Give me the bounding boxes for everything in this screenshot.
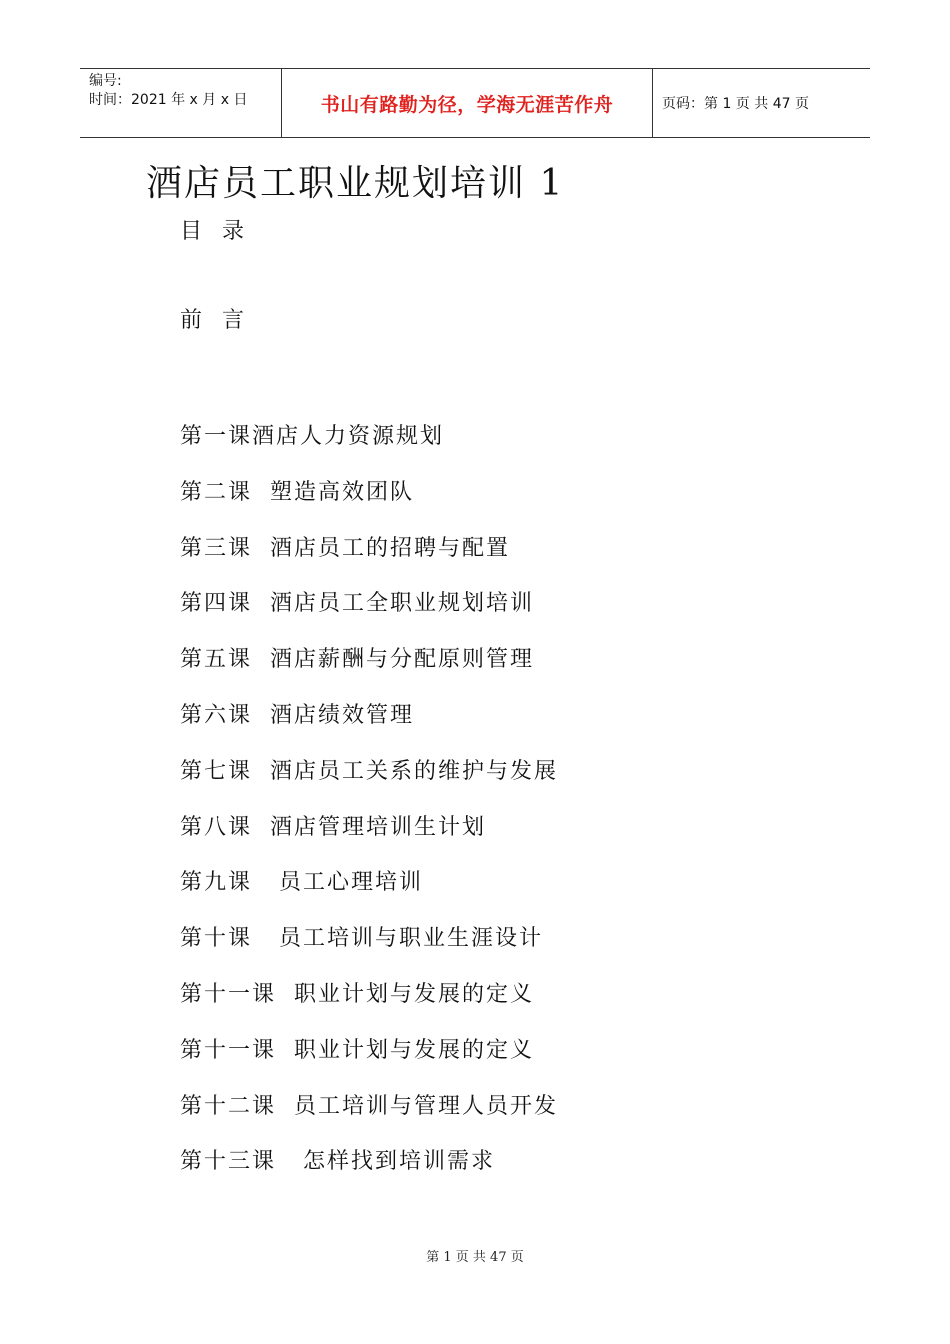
- toc-item: 第十一课 职业计划与发展的定义: [180, 1037, 534, 1063]
- preface-heading: 前言: [180, 308, 265, 333]
- toc-item: 第二课 塑造高效团队: [180, 479, 414, 505]
- toc-item: 第三课 酒店员工的招聘与配置: [180, 535, 510, 561]
- header-page-info: 页码：第 1 页 共 47 页: [662, 96, 809, 112]
- table-of-contents: [180, 420, 558, 1201]
- document-title: 酒店员工职业规划培训 1: [146, 163, 565, 204]
- toc-item: 第十二课 员工培训与管理人员开发: [180, 1093, 558, 1119]
- toc-item: 第四课 酒店员工全职业规划培训: [180, 591, 534, 617]
- toc-item: 第一课酒店人力资源规划: [180, 424, 445, 449]
- toc-item: 第十课 员工培训与职业生涯设计: [180, 926, 543, 952]
- time-label: 时间：2021 年 x 月 x 日: [89, 92, 248, 108]
- toc-item: 第七课 酒店员工关系的维护与发展: [180, 758, 558, 784]
- toc-heading: 目录: [180, 219, 265, 244]
- toc-item: 第六课 酒店绩效管理: [180, 702, 414, 728]
- toc-item: 第十三课 怎样找到培训需求: [180, 1149, 495, 1175]
- toc-item: 第九课 员工心理培训: [180, 870, 423, 896]
- toc-item: 第十一课 职业计划与发展的定义: [180, 981, 534, 1007]
- number-label: 编号:: [89, 73, 122, 89]
- toc-item: 第五课 酒店薪酬与分配原则管理: [180, 647, 534, 673]
- page-footer: 第 1 页 共 47 页: [426, 1250, 524, 1265]
- page-header: [80, 68, 870, 138]
- header-meta: [80, 69, 281, 137]
- header-motto: 书山有路勤为径，学海无涯苦作舟: [281, 69, 653, 137]
- toc-item: 第八课 酒店管理培训生计划: [180, 814, 486, 840]
